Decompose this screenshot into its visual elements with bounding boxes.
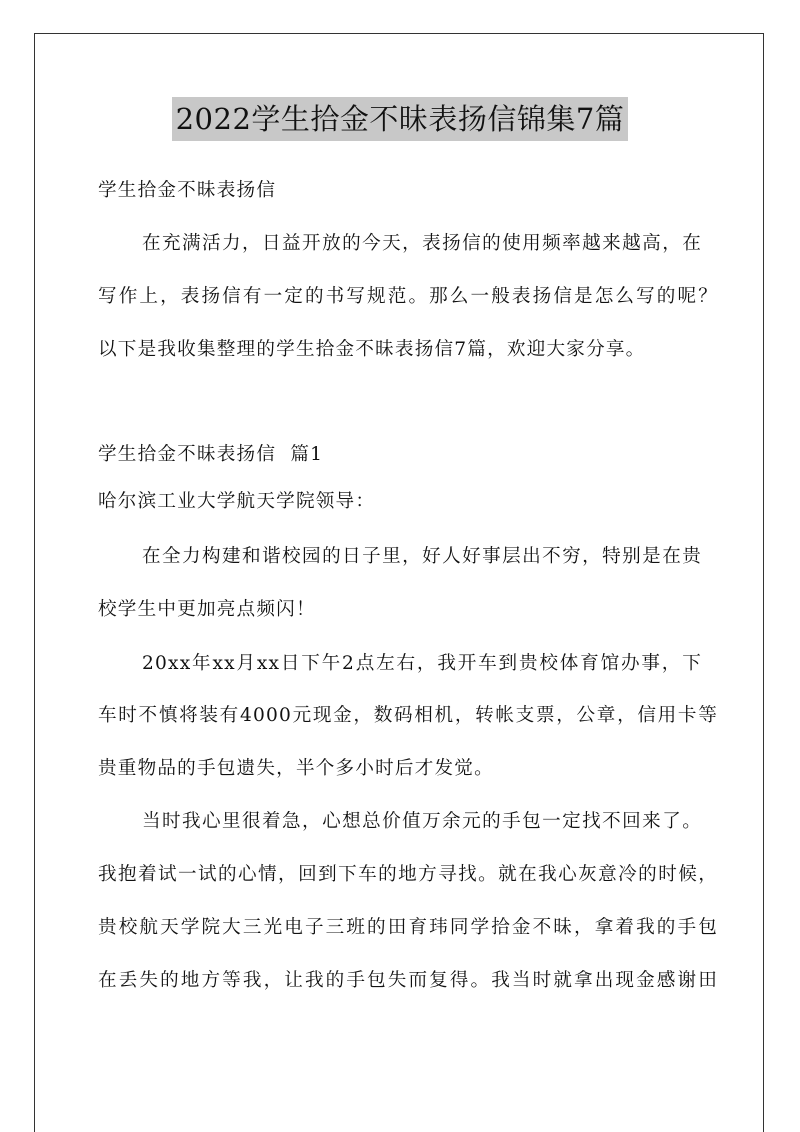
para3-line-1: 当时我心里很着急，心想总价值万余元的手包一定找不回来了。 <box>142 811 702 832</box>
para2-line-2: 车时不慎将装有4000元现金，数码相机，转帐支票，公章，信用卡等 <box>98 705 718 726</box>
salutation: 哈尔滨工业大学航天学院领导： <box>98 491 376 512</box>
para1-line-1: 在全力构建和谐校园的日子里，好人好事层出不穷，特别是在贵 <box>142 546 702 567</box>
para2-line-1: 20xx年xx月xx日下午2点左右，我开车到贵校体育馆办事，下 <box>142 653 702 674</box>
para2-line-3: 贵重物品的手包遗失，半个多小时后才发觉。 <box>98 758 494 779</box>
para3-line-3: 贵校航天学院大三光电子三班的田育玮同学拾金不昧，拿着我的手包 <box>98 917 718 938</box>
article-heading: 学生拾金不昧表扬信 篇1 <box>98 444 324 465</box>
section-heading: 学生拾金不昧表扬信 <box>98 180 277 201</box>
para3-line-2: 我抱着试一试的心情，回到下车的地方寻找。就在我心灰意冷的时候， <box>98 864 718 885</box>
intro-line-1: 在充满活力，日益开放的今天，表扬信的使用频率越来越高，在 <box>142 233 702 254</box>
intro-line-2: 写作上，表扬信有一定的书写规范。那么一般表扬信是怎么写的呢？ <box>98 286 718 307</box>
document-title: 2022学生拾金不昧表扬信锦集7篇 <box>172 97 629 141</box>
intro-line-3: 以下是我收集整理的学生拾金不昧表扬信7篇，欢迎大家分享。 <box>98 339 646 360</box>
para1-line-2: 校学生中更加亮点频闪！ <box>98 599 316 620</box>
title-container <box>0 97 800 141</box>
para3-line-4: 在丢失的地方等我，让我的手包失而复得。我当时就拿出现金感谢田 <box>98 970 718 991</box>
